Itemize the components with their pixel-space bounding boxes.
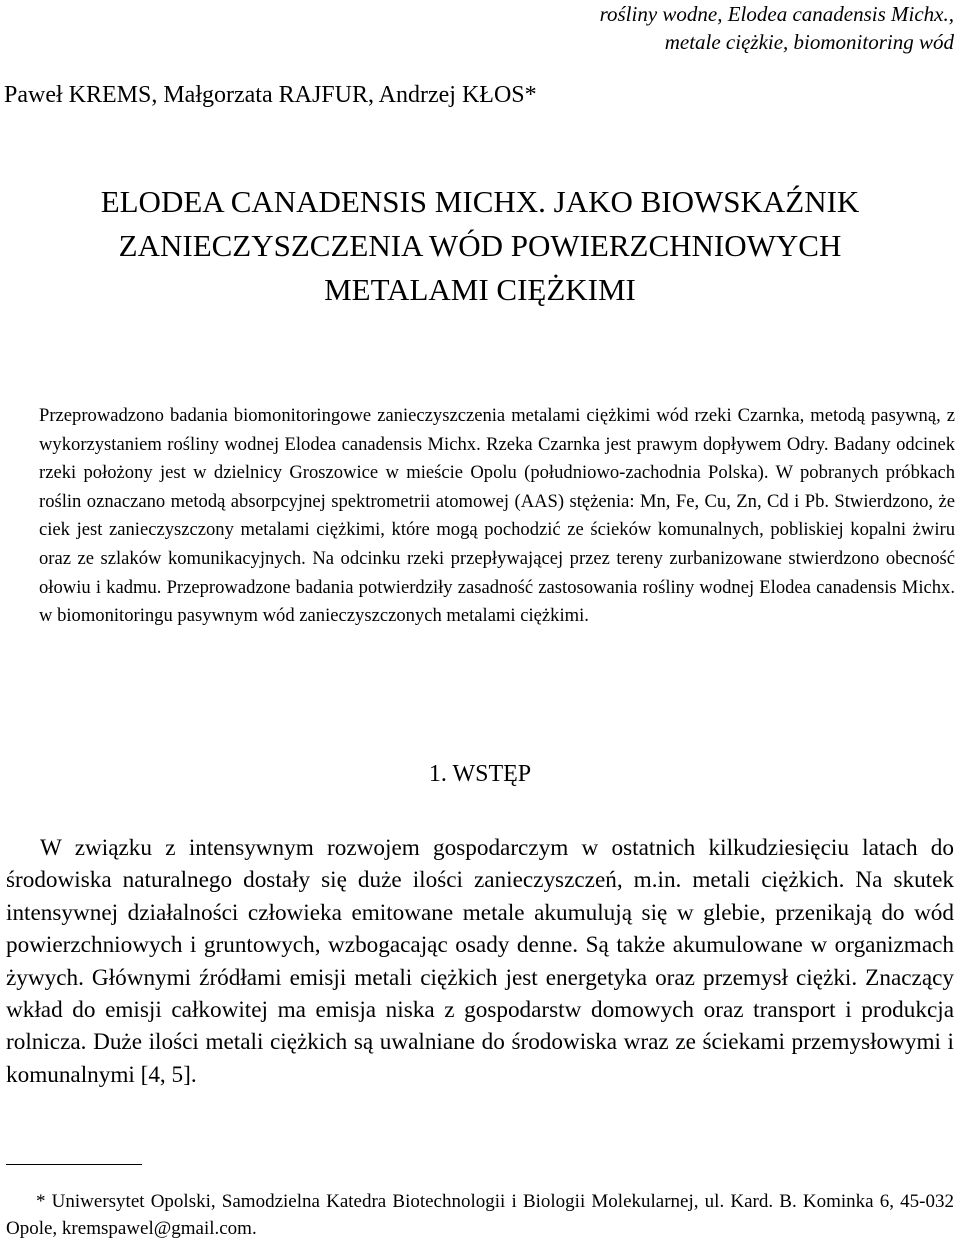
title-line-3: METALAMI CIĘŻKIMI [324, 272, 636, 307]
abstract: Przeprowadzono badania biomonitoringowe zanieczyszczenia metalami ciężkimi wód rzeki Czarnka, metodą pasywną, z wykorzystaniem rośliny wodnej Elodea canadensis Michx. Rzeka Czarnka jest prawym dopływem Odry. Badany odcinek rzeki położony jest w dzielnicy Groszowice w mieście Opolu (południowo-zachodnia Polska). W pobranych próbkach roślin oznaczano metodą absorpcyjnej spektrometrii atomowej (AAS) stężenia: Mn, Fe, Cu, Zn, Cd i Pb. Stwierdzono, że ciek jest zanieczyszczony metalami ciężkimi, które mogą pochodzić ze ścieków komunalnych, pobliskiej kopalni żwiru oraz ze szlaków komunikacyjnych. Na odcinku rzeki przepływającej przez tereny zurbanizowane stwierdzono obecność ołowiu i kadmu. Przeprowadzone badania potwierdziły zasadność zastosowania rośliny wodnej Elodea canadensis Michx. w biomonitoringu pasywnym wód zanieczyszczonych metalami ciężkimi. [39, 405, 955, 627]
intro-paragraph: W związku z intensywnym rozwojem gospodarczym w ostatnich kilkudziesięciu latach do środowiska naturalnego dostały się duże ilości zanieczyszczeń, m.in. metali ciężkich. Na skutek intensywnej działalności człowieka emitowane metale akumulują się w glebie, przenikają do wód powierzchniowych i gruntowych, wzbogacając osady denne. Są także akumulowane w organizmach żywych. Głównymi źródłami emisji metali ciężkich jest energetyka oraz przemysł ciężki. Znaczący wkład do emisji całkowitej ma emisja niska z gospodarstw domowych oraz transport i produkcja rolnicza. Duże ilości metali ciężkich są uwalniane do środowiska wraz ze ściekami przemysłowymi i komunalnymi [4, 5]. [6, 835, 954, 1088]
paper-title [0, 180, 960, 312]
footnote-divider [6, 1164, 142, 1165]
authors: Paweł KREMS, Małgorzata RAJFUR, Andrzej KŁOS* [4, 82, 537, 108]
title-line-2: ZANIECZYSZCZENIA WÓD POWIERZCHNIOWYCH [118, 228, 842, 263]
title-line-1: ELODEA CANADENSIS MICHX. JAKO BIOWSKAŹNIK [100, 184, 860, 219]
keywords [434, 0, 954, 56]
keywords-line-2: metale ciężkie, biomonitoring wód [664, 30, 954, 54]
keywords-line-1: rośliny wodne, Elodea canadensis Michx., [599, 2, 954, 26]
section-heading: 1. WSTĘP [428, 761, 532, 787]
footnote: * Uniwersytet Opolski, Samodzielna Katedra Biotechnologii i Biologii Molekularnej, ul. Kard. B. Kominka 6, 45-032 Opole, kremspawel@gmail.com. [6, 1191, 954, 1239]
